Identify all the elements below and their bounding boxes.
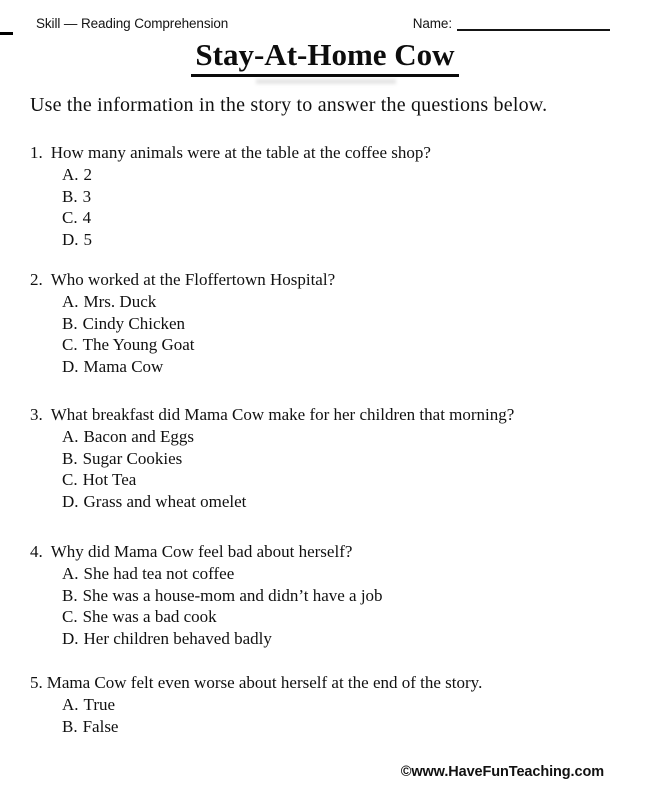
question-number: 4. <box>30 541 43 561</box>
question-2 <box>30 269 650 378</box>
question-number: 2. <box>30 269 43 289</box>
question-3-option-a <box>30 426 650 448</box>
option-text: Bacon and Eggs <box>83 426 195 446</box>
question-list <box>0 142 650 737</box>
option-letter: A. <box>62 164 79 184</box>
option-letter: C. <box>62 335 78 355</box>
name-label: Name: <box>412 16 452 31</box>
question-5-option-b <box>30 716 650 738</box>
question-text: Who worked at the Floffertown Hospital? <box>50 269 336 289</box>
option-text: 2 <box>83 164 93 184</box>
option-text: True <box>83 694 116 714</box>
question-1-heading <box>30 142 650 164</box>
option-text: False <box>82 716 119 736</box>
option-text: Sugar Cookies <box>82 448 183 468</box>
option-text: Grass and wheat omelet <box>83 492 247 512</box>
option-letter: A. <box>62 694 79 714</box>
question-2-option-d <box>30 356 650 378</box>
option-text: Mrs. Duck <box>83 291 157 311</box>
question-number: 5. <box>30 672 43 692</box>
question-1-option-a <box>30 164 650 186</box>
option-text: She had tea not coffee <box>83 563 235 583</box>
question-3 <box>30 404 650 513</box>
question-number: 1. <box>30 143 43 162</box>
question-4-heading <box>30 541 650 563</box>
option-text: She was a house-mom and didn’t have a job <box>82 585 383 605</box>
question-text: Mama Cow felt even worse about herself at the end of the story. <box>46 672 483 692</box>
question-3-option-c <box>30 469 650 491</box>
option-letter: D. <box>62 230 79 250</box>
question-2-option-a <box>30 291 650 313</box>
option-letter: B. <box>62 585 78 605</box>
option-letter: B. <box>62 448 78 468</box>
option-letter: B. <box>62 313 78 333</box>
question-1-option-c <box>30 207 650 229</box>
question-2-heading <box>30 269 650 291</box>
question-1-option-d <box>30 229 650 251</box>
option-letter: A. <box>62 291 79 311</box>
question-2-option-b <box>30 313 650 335</box>
option-letter: D. <box>62 492 79 512</box>
option-text: Mama Cow <box>83 357 164 377</box>
option-letter: B. <box>62 716 78 736</box>
option-letter: C. <box>62 607 78 627</box>
option-letter: B. <box>62 186 78 206</box>
title-row <box>0 38 650 77</box>
option-letter: A. <box>62 426 79 446</box>
question-4-option-c <box>30 606 650 628</box>
question-4-option-a <box>30 563 650 585</box>
option-letter: C. <box>62 470 78 490</box>
instruction-text: Use the information in the story to answer the questions below. <box>30 94 548 116</box>
option-letter: C. <box>62 208 78 228</box>
option-text: 5 <box>83 230 93 250</box>
question-4 <box>30 541 650 650</box>
question-number: 3. <box>30 404 43 424</box>
skill-label: Skill — Reading Comprehension <box>36 16 229 31</box>
question-5-heading <box>30 672 650 694</box>
question-3-heading <box>30 404 650 426</box>
question-5-option-a <box>30 694 650 716</box>
question-1-option-b <box>30 186 650 208</box>
scan-smudge <box>256 79 396 84</box>
option-text: Her children behaved badly <box>83 629 272 649</box>
option-text: The Young Goat <box>82 335 195 355</box>
option-text: 4 <box>82 208 92 228</box>
option-text: She was a bad cook <box>82 607 217 627</box>
question-4-option-d <box>30 628 650 650</box>
name-blank-line <box>457 16 610 31</box>
question-5 <box>30 672 650 737</box>
scan-artifact-mark <box>0 32 13 35</box>
question-2-option-c <box>30 334 650 356</box>
option-letter: A. <box>62 563 79 583</box>
question-3-option-b <box>30 448 650 470</box>
option-text: Cindy Chicken <box>82 313 186 333</box>
question-1 <box>30 142 650 251</box>
option-letter: D. <box>62 357 79 377</box>
footer-credit: ©www.HaveFunTeaching.com <box>400 764 604 780</box>
question-3-option-d <box>30 491 650 513</box>
option-text: Hot Tea <box>82 470 137 490</box>
name-field <box>413 16 610 31</box>
header-row <box>0 0 650 31</box>
page-title: Stay-At-Home Cow <box>191 38 458 77</box>
question-4-option-b <box>30 585 650 607</box>
question-text: What breakfast did Mama Cow make for her children that morning? <box>50 404 515 424</box>
option-text: 3 <box>82 186 92 206</box>
option-letter: D. <box>62 629 79 649</box>
question-text: How many animals were at the table at the coffee shop? <box>50 143 431 162</box>
question-text: Why did Mama Cow feel bad about herself? <box>50 541 353 561</box>
